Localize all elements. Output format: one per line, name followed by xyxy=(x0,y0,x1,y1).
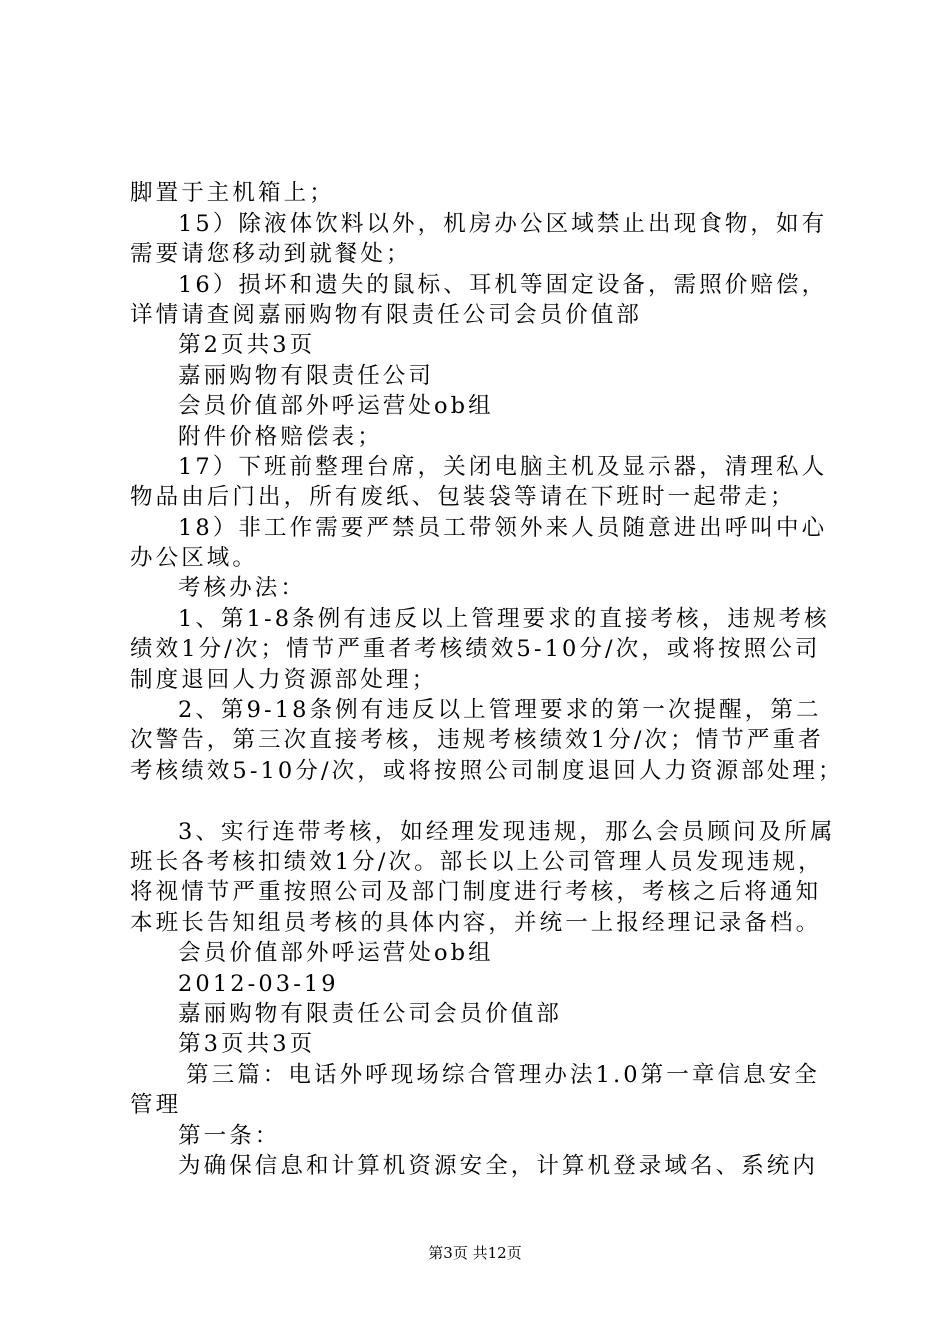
text-line: 17）下班前整理台席，关闭电脑主机及显示器，清理私人 xyxy=(178,454,828,480)
text-line: 为确保信息和计算机资源安全，计算机登录域名、系统内 xyxy=(178,1153,819,1179)
text-line: 管理 xyxy=(130,1092,182,1118)
text-line: 15）除液体饮料以外，机房办公区域禁止出现食物，如有 xyxy=(178,211,828,237)
text-line: 第三篇：电话外呼现场综合管理办法1.0第一章信息安全 xyxy=(186,1062,820,1088)
text-line: 会员价值部外呼运营处ob组 xyxy=(178,393,494,419)
text-line: 3、实行连带考核，如经理发现违规，那么会员顾问及所属 xyxy=(178,819,836,845)
text-line: 物品由后门出，所有废纸、包装袋等请在下班时一起带走； xyxy=(130,484,796,510)
text-line: 将视情节严重按照公司及部门制度进行考核，考核之后将通知 xyxy=(130,879,822,905)
text-line: 2012-03-19 xyxy=(178,971,339,997)
page-footer: 第3页 共12页 xyxy=(428,1244,522,1262)
text-line: 18）非工作需要严禁员工带领外来人员随意进出呼叫中心 xyxy=(178,515,828,541)
text-line: 本班长告知组员考核的具体内容，并统一上报经理记录备档。 xyxy=(130,910,822,936)
text-line: 班长各考核扣绩效1分/次。部长以上公司管理人员发现违规， xyxy=(130,849,824,875)
text-line: 16）损坏和遗失的鼠标、耳机等固定设备，需照价赔偿， xyxy=(178,272,828,298)
text-line: 脚置于主机箱上； xyxy=(130,180,335,206)
text-line: 第3页共3页 xyxy=(178,1031,316,1057)
text-line: 1、第1-8条例有违反以上管理要求的直接考核，违规考核 xyxy=(178,606,830,632)
text-line: 制度退回人力资源部处理； xyxy=(130,667,438,693)
text-line: 第一条： xyxy=(178,1123,281,1149)
text-line: 2、第9-18条例有违反以上管理要求的第一次提醒，第二 xyxy=(178,697,822,723)
text-line: 嘉丽购物有限责任公司会员价值部 xyxy=(178,1001,563,1027)
text-line: 考核办法： xyxy=(178,575,307,601)
text-line: 嘉丽购物有限责任公司 xyxy=(178,363,435,389)
text-line: 会员价值部外呼运营处ob组 xyxy=(178,940,494,966)
text-line: 办公区域。 xyxy=(130,545,259,571)
text-line: 详情请查阅嘉丽购物有限责任公司会员价值部 xyxy=(130,302,643,328)
text-line: 附件价格赔偿表； xyxy=(178,424,383,450)
text-line: 考核绩效5-10分/次，或将按照公司制度退回人力资源部处理； xyxy=(130,758,844,784)
text-line: 绩效1分/次；情节严重者考核绩效5-10分/次，或将按照公司 xyxy=(130,636,821,662)
text-line: 需要请您移动到就餐处； xyxy=(130,241,412,267)
text-line: 第2页共3页 xyxy=(178,332,316,358)
text-line: 次警告，第三次直接考核，违规考核绩效1分/次；情节严重者 xyxy=(130,727,824,753)
